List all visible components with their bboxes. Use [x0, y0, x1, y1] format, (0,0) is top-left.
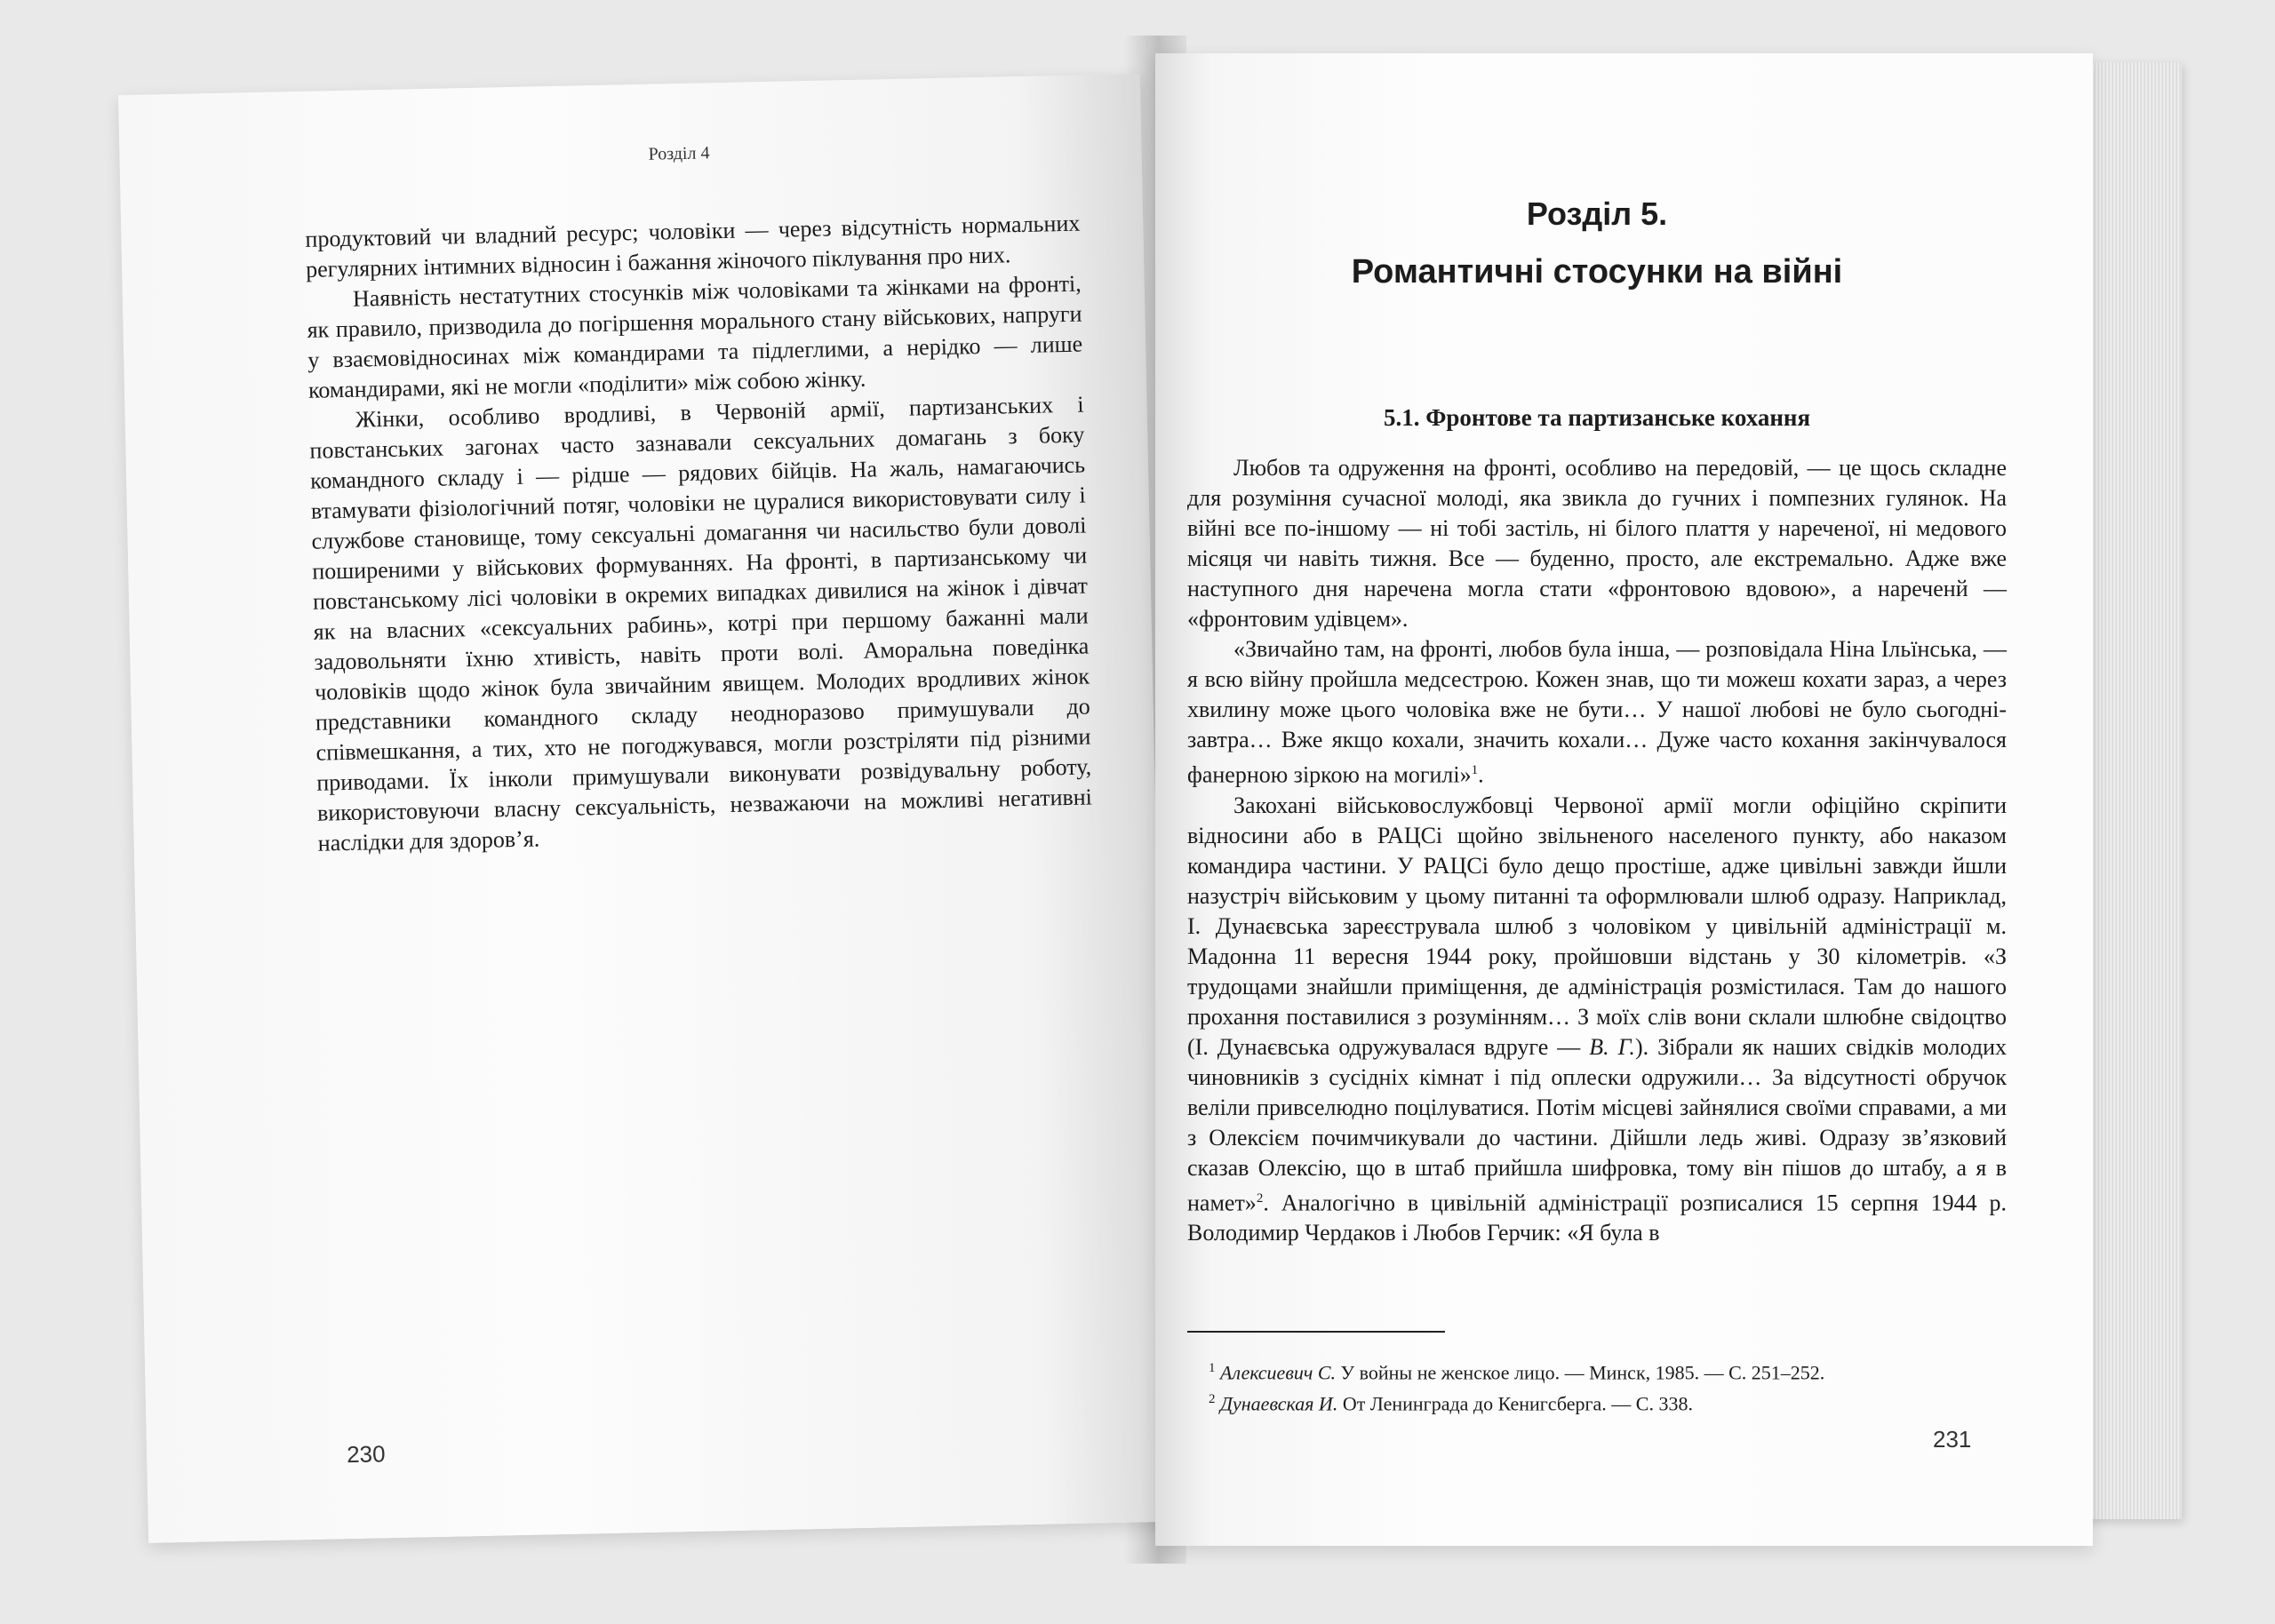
- paragraph-text: . Аналогічно в цивільній адміністрації розписалися 15 серпня 1944 р. Володимир Чердаков і Любов Герчик: «Я була в: [1187, 1190, 2007, 1246]
- paragraph: Любов та одруження на фронті, особливо на передовій, — це щось складне для розуміння сучасної молоді, яка звикла до гучних і помпезних гулянок. На війні все по-іншому — ні тобі застіль, ні білого плаття у нареченої, ні медового місяця чи навіть тижня. Все — буденно, просто, але екстремально. Адже вже наступного дня наречена могла стати «фронтовою вдовою», а нареченй — «фронтовим удівцем».: [1187, 455, 2007, 632]
- page-edges: [2084, 62, 2182, 1519]
- paragraph: продуктовий чи владний ресурс; чоловіки — через відсутність нормальних регулярних інтимних відносин і бажання жіночого піклування про них.: [305, 210, 1081, 283]
- footnote-author: Алексиевич С.: [1220, 1361, 1337, 1384]
- footnote-ref: 1: [1471, 763, 1479, 777]
- footnote-author: Дунаевская И.: [1220, 1392, 1338, 1415]
- paragraph: Наявність нестатутних стосунків між чоловіками та жінками на фронті, як правило, призводила до погіршення морального стану військових, напруги у взаємовідносинах між командирами та підлеглими, а нерідко — лише командирами, які не могли «поділити» між собою жінку.: [307, 270, 1083, 403]
- footnote-number: 2: [1209, 1392, 1216, 1407]
- footnote-number: 1: [1209, 1361, 1216, 1375]
- chapter-number: Розділ 5.: [1526, 195, 1668, 232]
- footnotes: [1209, 1355, 2008, 1418]
- right-page: [1155, 53, 2093, 1546]
- footnote-text: У войны не женское лицо. — Минск, 1985. — С. 251–252.: [1336, 1361, 1825, 1384]
- paragraph: [1187, 791, 2007, 1249]
- footnote-text: От Ленинграда до Кенигсберга. — С. 338.: [1337, 1392, 1693, 1415]
- paragraph: Жінки, особливо вродливі, в Червоній армії, партизанських і повстанських загонах часто зазнавали сексуальних домагань з боку командного складу і — рідше — рядових бійців. На жаль, намагаючись втамувати фізіологічний потяг, чоловіки не цуралися використовувати силу і службове становище, тому сексуальні домагання чи насильство були доволі поширеними у військових формуваннях. На фронті, в партизанському чи повстанському лісі чоловіки в окремих випадках дивилися на жінок і дівчат як на власних «сексуальних рабинь», котрі при першому бажанні мали задовольняти їхню хтивість, навіть проти волі. Аморальна поведінка чоловіків щодо жінок була звичайним явищем. Молодих вродливих жінок представники командного складу неодноразово примушували до співмешкання, а тих, хто не погоджувався, могли розстріляти під різними приводами. Їх інколи примушували виконувати розвідувальну роботу, використовуючи власну сексуальність, незважаючи на можливі негативні наслідки для здоров’я.: [309, 391, 1093, 856]
- section-title: 5.1. Фронтове та партизанське кохання: [1383, 404, 1811, 431]
- right-page-body: [1187, 453, 2007, 1248]
- footnote-ref: 2: [1256, 1190, 1264, 1206]
- paragraph-text: Закохані військовослужбовці Червоної армії могли офіційно скріпити відносини або в РАЦСі щойно звільненого населеного пункту, або наказом командира частини. У РАЦСі було дещо простіше, адже цивільні завжди йшли назустріч військовим у цьому питанні та оформлювали шлюб одразу. Наприклад, І. Дунаєвська зареєструвала шлюб з чоловіком у цивільній адміністрації м. Мадонна 11 вересня 1944 року, пройшовши відстань у 30 кілометрів. «З трудощами знайшли приміщення, де адміністрація розмістилася. Там до нашого прохання поставилися з розумінням… З моїх слів вони склали шлюбне свідоцтво (І. Дунаєвська одружувалася вдруге —: [1187, 792, 2007, 1060]
- chapter-title: Романтичні стосунки на війні: [1351, 253, 1843, 291]
- page-number: 231: [1933, 1426, 1972, 1453]
- footnote: [1209, 1355, 2008, 1386]
- left-page: [118, 74, 1170, 1543]
- paragraph-text: ). Зібрали як наших свідків молодих чиновників з сусідніх кімнат і під оплески одружили… За відсутності обручок веліли привселюдно поцілуватися. Потім місцеві зайнялися своїми справами, а ми з Олексієм почимчикували до частини. Дійшли ледь живі. Одразу зв’язковий сказав Олексію, що в штаб прийшла шифровка, тому він пішов до штабу, а я в намет»: [1187, 1033, 2007, 1216]
- page-number: 230: [346, 1440, 386, 1469]
- quote-text: «Звичайно там, на фронті, любов була інша, — розповідала Ніна Ільїнська, — я всю війну пройшла медсестрою. Кожен знав, що ти можеш кохати зараз, а через хвилину може цього чоловіка вже не бути… У нашої любові не було сьогодні-завтра… Вже якщо кохали, значить кохали… Дуже часто кохання закінчувалося фанерною зіркою на могилі»: [1187, 636, 2007, 788]
- left-page-body: [305, 209, 1093, 859]
- paragraph: «Звичайно там, на фронті, любов була інша, — розповідала Ніна Ільїнська, — я всю війну пройшла медсестрою. Кожен знав, що ти можеш кохати зараз, а через хвилину може цього чоловіка вже не бути… У нашої любові не було сьогодні-завтра… Вже якщо кохали, значить кохали… Дуже часто кохання закінчувалося фанерною зіркою на могилі»$^1$.: [1187, 636, 2007, 788]
- inline-italic: В. Г.: [1589, 1033, 1635, 1060]
- running-head: Розділ 4: [648, 143, 710, 164]
- footnote: [1209, 1386, 2008, 1417]
- footnote-divider: [1187, 1331, 1445, 1333]
